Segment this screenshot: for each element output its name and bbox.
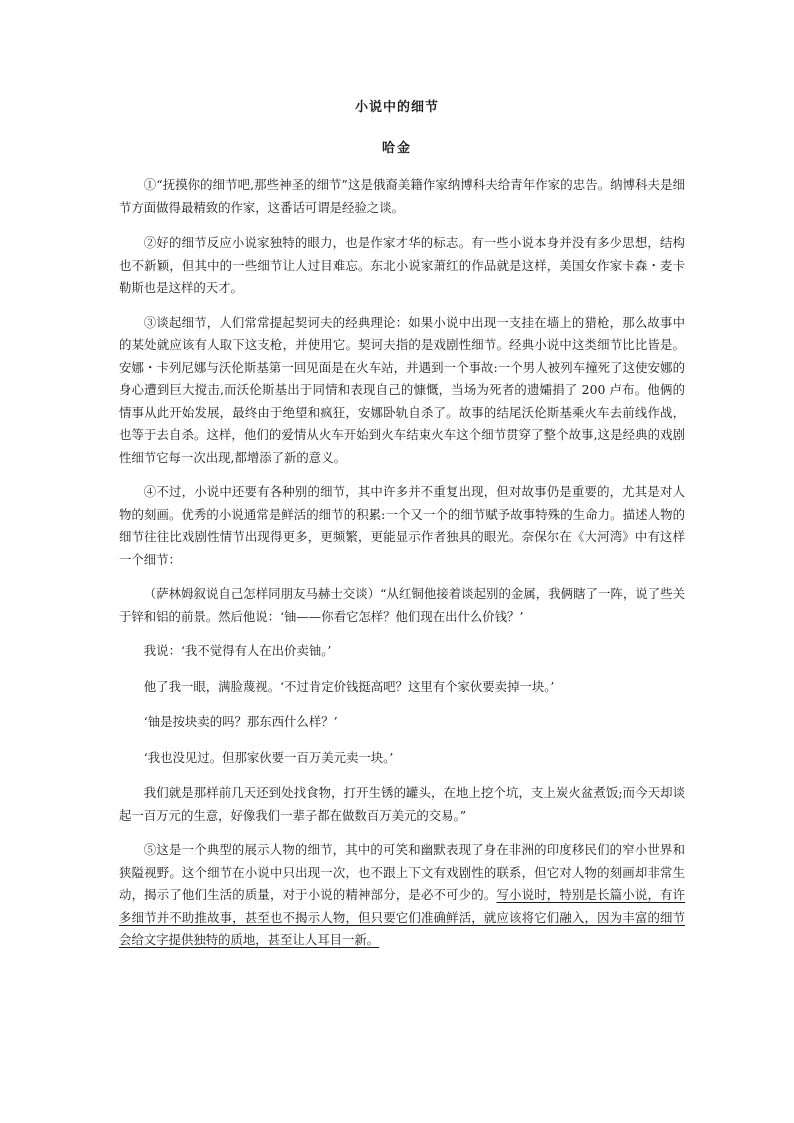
document-body [119,174,685,964]
paragraph-1: ①“抚摸你的细节吧,那些神圣的细节”这是俄裔美籍作家纳博科夫给青年作家的忠告。纳博科夫是细节方面做得最精致的作家，这番话可谓是经验之谈。 [119,177,685,215]
dialog-line-2: 他了我一眼，满脸蔑视。‘不过肯定价钱挺高吧？这里有个家伙要卖掉一块。’ [143,678,555,694]
paragraph-4: ④不过，小说中还要有各种别的细节，其中许多并不重复出现，但对故事仍是重要的，尤其是对人物的刻画。优秀的小说通常是鲜活的细节的积累:一个又一个的细节赋予故事特殊的生命力。描述人物的细节往往比戏剧性情节出现得更多，更频繁，更能显示作者独具的眼光。奈保尔在《大河湾》中有这样一个细节： [119,484,685,567]
paragraph-3: ③谈起细节，人们常常提起契诃夫的经典理论：如果小说中出现一支挂在墙上的猎枪，那么故事中的某处就应该有人取下这支枪，并使用它。契诃夫指的是戏剧性细节。经典小说中这类细节比比皆是。安娜・卡列尼娜与沃伦斯基第一回见面是在火车站，并遇到一个事故:一个男人被列车撞死了这使安娜的身心遭到巨大搅击,而沃伦斯基出于同情和表现自己的慷慨，当场为死者的遗孀捐了 200 卢布。他俩的情事从此开始发展，最终由于绝望和疯狂，安娜卧轨自杀了。故事的结尾沃伦斯基乘火车去前线作战，也等于去自杀。这样，他们的爱情从火车开始到火车结束火车这个细节贯穿了整个故事,这是经典的戏剧性细节它每一次出现,都增添了新的意义。 [119,314,685,465]
dialog-line-4: ‘我也没见过。但那家伙要一百万美元卖一块。’ [143,749,394,765]
dialog-line-1: 我说：‘我不觉得有人在出价卖铀。’ [143,643,332,658]
paragraph-5 [119,839,685,952]
paragraph-5-underlined-text: 写小说时，特别是长篇小说，有许多细节并不助推故事，甚至也不揭示人物，但只要它们准确鲜活，就应该将它们融入，因为丰富的细节会给文字提供独特的质地，甚至让人耳目一新。 [119,887,686,947]
quote-intro: （萨林姆叙说自己怎样同朋友马赫士交谈）“从红铜他接着谈起别的金属，我俩瞎了一阵，说了些关于锌和铝的前景。然后他说：‘铀——你看它怎样？他们现在出什么价钱？’ [119,586,685,624]
dialog-line-3: ‘铀是按块卖的吗？那东西什么样？’ [143,714,338,729]
document-author: 哈金 [381,141,412,156]
quote-end: 我们就是那样前几天还到处找食物，打开生锈的罐头，在地上挖个坑，支上炭火盆煮饭;而今天却谈起一百万元的生意，好像我们一辈子都在做数百万美元的交易。” [119,785,685,823]
document-title: 小说中的细节 [354,100,439,115]
paragraph-5-text: ⑤这是一个典型的展示人物的细节，其中的可笑和幽默表现了身在非洲的印度移民们的窄小世界和狭隘视野。这个细节在小说中只出现一次，也不跟上下文有戏剧性的联系，但它对人物的刻画却非常生动，揭示了他们生活的质量，对于小说的精神部分，是必不可少的。 [119,842,685,902]
paragraph-2: ②好的细节反应小说家独特的眼力，也是作家才华的标志。有一些小说本身并没有多少思想，结构也不新颖，但其中的一些细节让人过目难忘。东北小说家萧红的作品就是这样，美国女作家卡森・麦卡勒斯也是这样的天才。 [119,235,685,295]
